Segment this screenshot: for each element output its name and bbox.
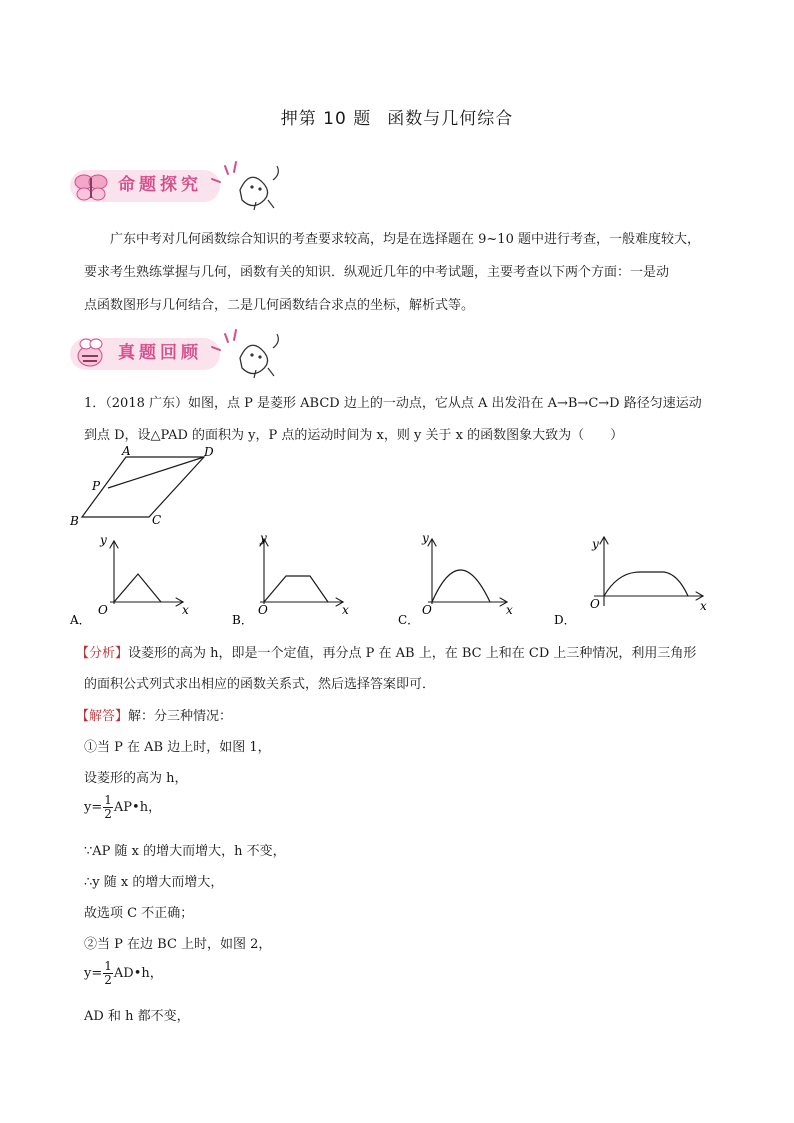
solution-formula-2: y= $\frac{1}{2}$ AD•h， <box>84 959 163 987</box>
bee-icon <box>78 339 102 366</box>
solution-height: 设菱形的高为 h， <box>84 771 188 786</box>
option-b-y: y <box>260 532 267 545</box>
solution-line-intro: 【解答】解：分三种情况： <box>76 709 233 724</box>
option-d-y: y <box>592 537 599 551</box>
option-c-o: O <box>422 603 432 617</box>
banner-label-intro: 命题探究 <box>118 175 202 195</box>
butterfly-icon <box>75 175 107 200</box>
rabbit-icon <box>212 162 278 210</box>
option-c-x: x <box>506 603 513 617</box>
label-c: C <box>152 513 162 527</box>
intro-line-1: 广东中考对几何函数综合知识的考查要求较高，均是在选择题在 9~10 题中进行考查，一般难度较大， <box>110 232 700 247</box>
fraction-half-2: $\frac{1}{2}$ <box>104 959 112 987</box>
option-a-y: y <box>100 533 107 547</box>
option-d-o: O <box>590 597 600 611</box>
option-a-o: O <box>98 603 108 617</box>
intro-line-3: 点函数图形与几何结合，二是几何函数结合求点的坐标，解析式等。 <box>84 298 475 313</box>
title-main: 函数与几何综合 <box>387 109 514 129</box>
option-d-label: D． <box>554 613 576 627</box>
question-line-2: 到点 D，设△PAD 的面积为 y，P 点的运动时间为 x，则 y 关于 x 的函数图象大致为（ ） <box>84 428 624 443</box>
question-line-1: 1．（2018 广东）如图，点 P 是菱形 ABCD 边上的一动点，它从点 A 出发沿在 A→B→C→D 路径匀速运动 <box>84 396 702 411</box>
section-banner-review <box>68 328 288 380</box>
option-a-graph <box>69 533 189 627</box>
solution-tag: 【解答】 <box>76 709 129 724</box>
section-banner-intro <box>68 160 288 212</box>
option-b-x: x <box>342 603 349 617</box>
intro-line-2: 要求考生熟练掌握与几何，函数有关的知识．纵观近几年的中考试题，主要考查以下两个方面：一是动 <box>84 265 670 280</box>
fraction-half: $\frac{1}{2}$ <box>104 793 112 821</box>
option-a-x: x <box>182 603 189 617</box>
option-c-label: C． <box>398 613 420 627</box>
analysis-line-1: 【分析】设菱形的高为 h，即是一个定值，再分点 P 在 AB 上，在 BC 上和在 CD 上三种情况，利用三角形 <box>76 646 697 661</box>
solution-case-2: ②当 P 在边 BC 上时，如图 2， <box>84 937 272 952</box>
option-a-label: A． <box>70 613 91 627</box>
solution-formula-1: y= $\frac{1}{2}$ AP•h， <box>84 793 162 821</box>
option-graphs <box>66 532 766 632</box>
solution-case-1: ①当 P 在 AB 边上时，如图 1， <box>84 740 271 755</box>
option-d-x: x <box>700 599 707 613</box>
banner-label-review: 真题回顾 <box>118 343 202 363</box>
rhombus-figure <box>66 444 226 530</box>
title-prefix: 押第 10 题 <box>280 109 372 129</box>
option-b-graph <box>232 532 349 627</box>
option-b-o: O <box>258 603 268 617</box>
label-p: P <box>92 479 101 493</box>
label-d: D <box>204 445 214 459</box>
option-d-graph <box>554 537 707 627</box>
analysis-line-2: 的面积公式列式求出相应的函数关系式，然后选择答案即可． <box>84 677 436 692</box>
option-b-label: B． <box>232 613 253 627</box>
option-c-y: y <box>422 532 429 545</box>
label-a: A <box>122 444 131 458</box>
solution-constant: AD 和 h 都不变， <box>84 1009 190 1024</box>
label-b: B <box>70 514 79 528</box>
rabbit-icon <box>212 330 278 378</box>
option-c-graph <box>398 532 513 627</box>
solution-conclusion: 故选项 C 不正确； <box>84 906 194 921</box>
solution-because: ∵AP 随 x 的增大而增大，h 不变， <box>84 844 286 859</box>
solution-therefore: ∴y 随 x 的增大而增大， <box>84 875 224 890</box>
analysis-tag: 【分析】 <box>76 646 129 661</box>
page-title <box>0 104 794 129</box>
